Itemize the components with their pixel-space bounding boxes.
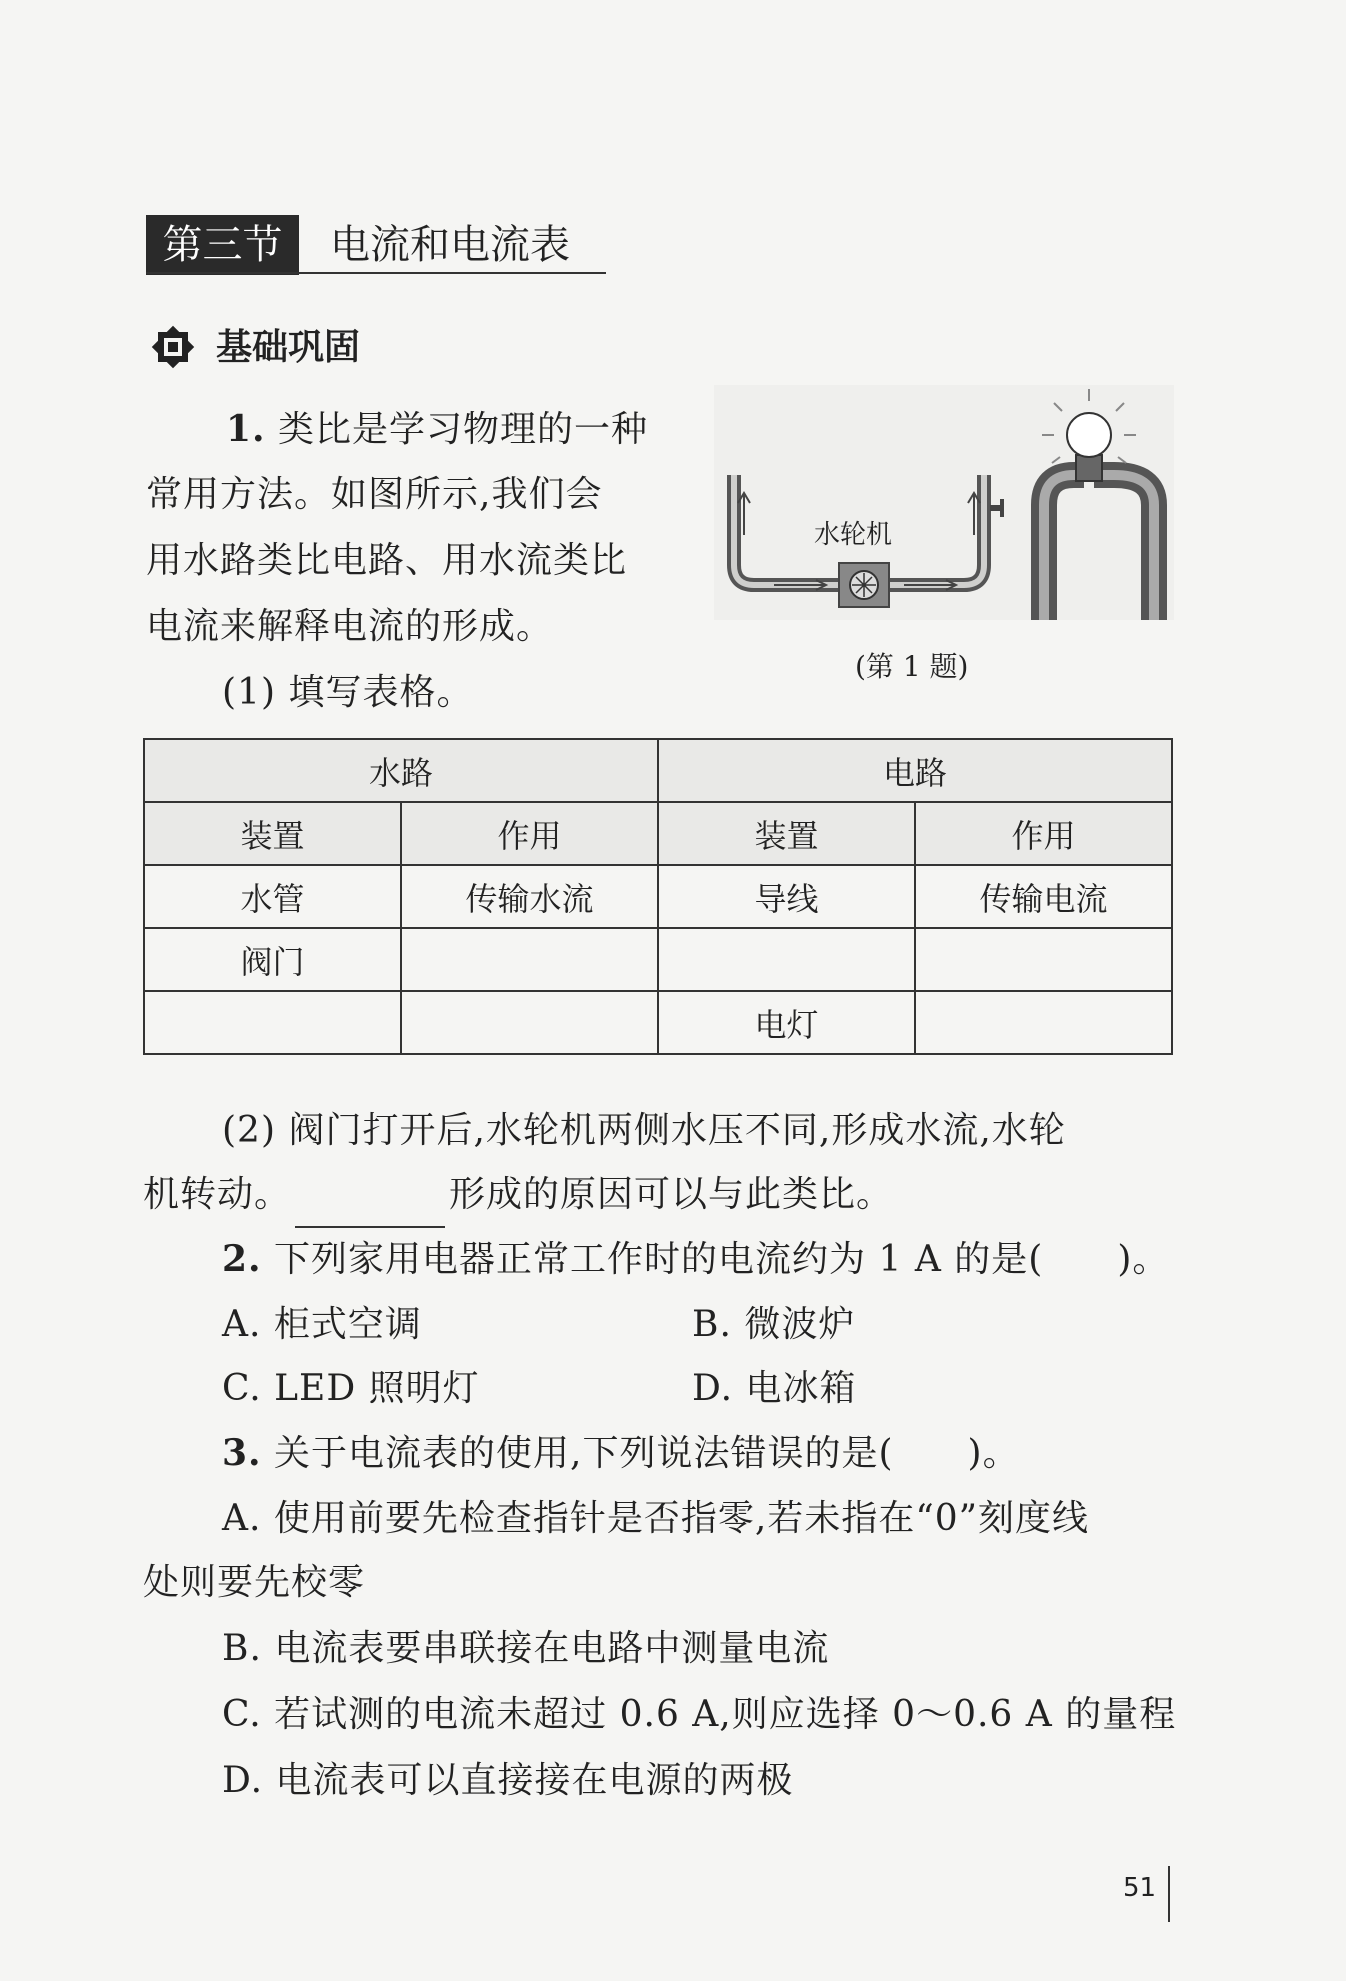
q2-option-d[interactable]: D. 电冰箱 xyxy=(692,1368,857,1409)
answer-cell[interactable] xyxy=(915,928,1172,991)
q3-stem-line xyxy=(222,1420,1020,1487)
table-cell: 传输水流 xyxy=(401,865,658,928)
q2-number: 2. xyxy=(222,1238,262,1280)
page-number-bar xyxy=(1168,1866,1170,1922)
q1-line-3: 用水路类比电路、用水流类比 xyxy=(146,540,628,581)
table-row xyxy=(144,928,1172,991)
q1-line-4: 电流来解释电流的形成。 xyxy=(146,606,554,647)
q1-number: 1. xyxy=(226,408,266,450)
q3-option-a-line1[interactable]: A. 使用前要先检查指针是否指零,若未指在“0”刻度线 xyxy=(222,1498,1090,1539)
q1-sub2-line1: (2) 阀门打开后,水轮机两侧水压不同,形成水流,水轮 xyxy=(222,1110,1066,1151)
q3-number: 3. xyxy=(222,1432,262,1474)
col-header: 作用 xyxy=(401,802,658,865)
answer-cell[interactable] xyxy=(401,991,658,1054)
basic-heading: 基础巩固 xyxy=(216,327,361,368)
q1-line-2: 常用方法。如图所示,我们会 xyxy=(146,474,603,515)
q2-option-c[interactable]: C. LED 照明灯 xyxy=(222,1368,480,1409)
q1-sub2-text-a: 机转动。 xyxy=(143,1174,292,1215)
q2-stem-line xyxy=(222,1226,1169,1293)
col-header: 装置 xyxy=(144,802,401,865)
table-cell: 导线 xyxy=(658,865,915,928)
section-number: 第三节 xyxy=(146,215,299,275)
section-underline xyxy=(146,272,606,274)
section-title: 电流和电流表 xyxy=(330,222,570,268)
q3-stem: 关于电流表的使用,下列说法错误的是( )。 xyxy=(274,1433,1020,1474)
q2-option-b[interactable]: B. 微波炉 xyxy=(692,1304,856,1345)
table-row xyxy=(144,991,1172,1054)
answer-cell[interactable] xyxy=(144,991,401,1054)
q3-option-b[interactable]: B. 电流表要串联接在电路中测量电流 xyxy=(222,1628,830,1669)
water-wheel-label: 水轮机 xyxy=(814,520,893,550)
col-header: 作用 xyxy=(915,802,1172,865)
q1-sub2-line2 xyxy=(143,1162,893,1228)
q3-option-c[interactable]: C. 若试测的电流未超过 0.6 A,则应选择 0～0.6 A 的量程 xyxy=(222,1694,1177,1735)
figure-caption: (第 1 题) xyxy=(855,650,969,683)
q2-option-a[interactable]: A. 柜式空调 xyxy=(222,1304,422,1345)
q1-line-1 xyxy=(226,396,648,463)
table-column-header-row xyxy=(144,802,1172,865)
q1-sub1: (1) 填写表格。 xyxy=(222,672,474,713)
table-row xyxy=(144,865,1172,928)
table-cell: 阀门 xyxy=(144,928,401,991)
q3-option-d[interactable]: D. 电流表可以直接接在电源的两极 xyxy=(222,1760,794,1801)
analogy-table xyxy=(143,738,1173,1055)
table-cell: 传输电流 xyxy=(915,865,1172,928)
page-number: 51 xyxy=(1123,1873,1157,1903)
header-circuit: 电路 xyxy=(658,739,1172,802)
diamond-flower-icon xyxy=(148,322,198,372)
col-header: 装置 xyxy=(658,802,915,865)
header-water-path: 水路 xyxy=(144,739,658,802)
table-cell: 电灯 xyxy=(658,991,915,1054)
q3-option-a-line2[interactable]: 处则要先校零 xyxy=(143,1562,366,1603)
table-group-header-row xyxy=(144,739,1172,802)
q1-sub2-text-b: 形成的原因可以与此类比。 xyxy=(449,1174,894,1215)
q1-text-1: 类比是学习物理的一种 xyxy=(278,409,649,450)
answer-blank[interactable] xyxy=(295,1186,445,1228)
table-cell: 水管 xyxy=(144,865,401,928)
answer-cell[interactable] xyxy=(658,928,915,991)
q2-stem: 下列家用电器正常工作时的电流约为 1 A 的是( )。 xyxy=(274,1239,1170,1280)
water-circuit-figure xyxy=(714,385,1174,620)
answer-cell[interactable] xyxy=(915,991,1172,1054)
answer-cell[interactable] xyxy=(401,928,658,991)
